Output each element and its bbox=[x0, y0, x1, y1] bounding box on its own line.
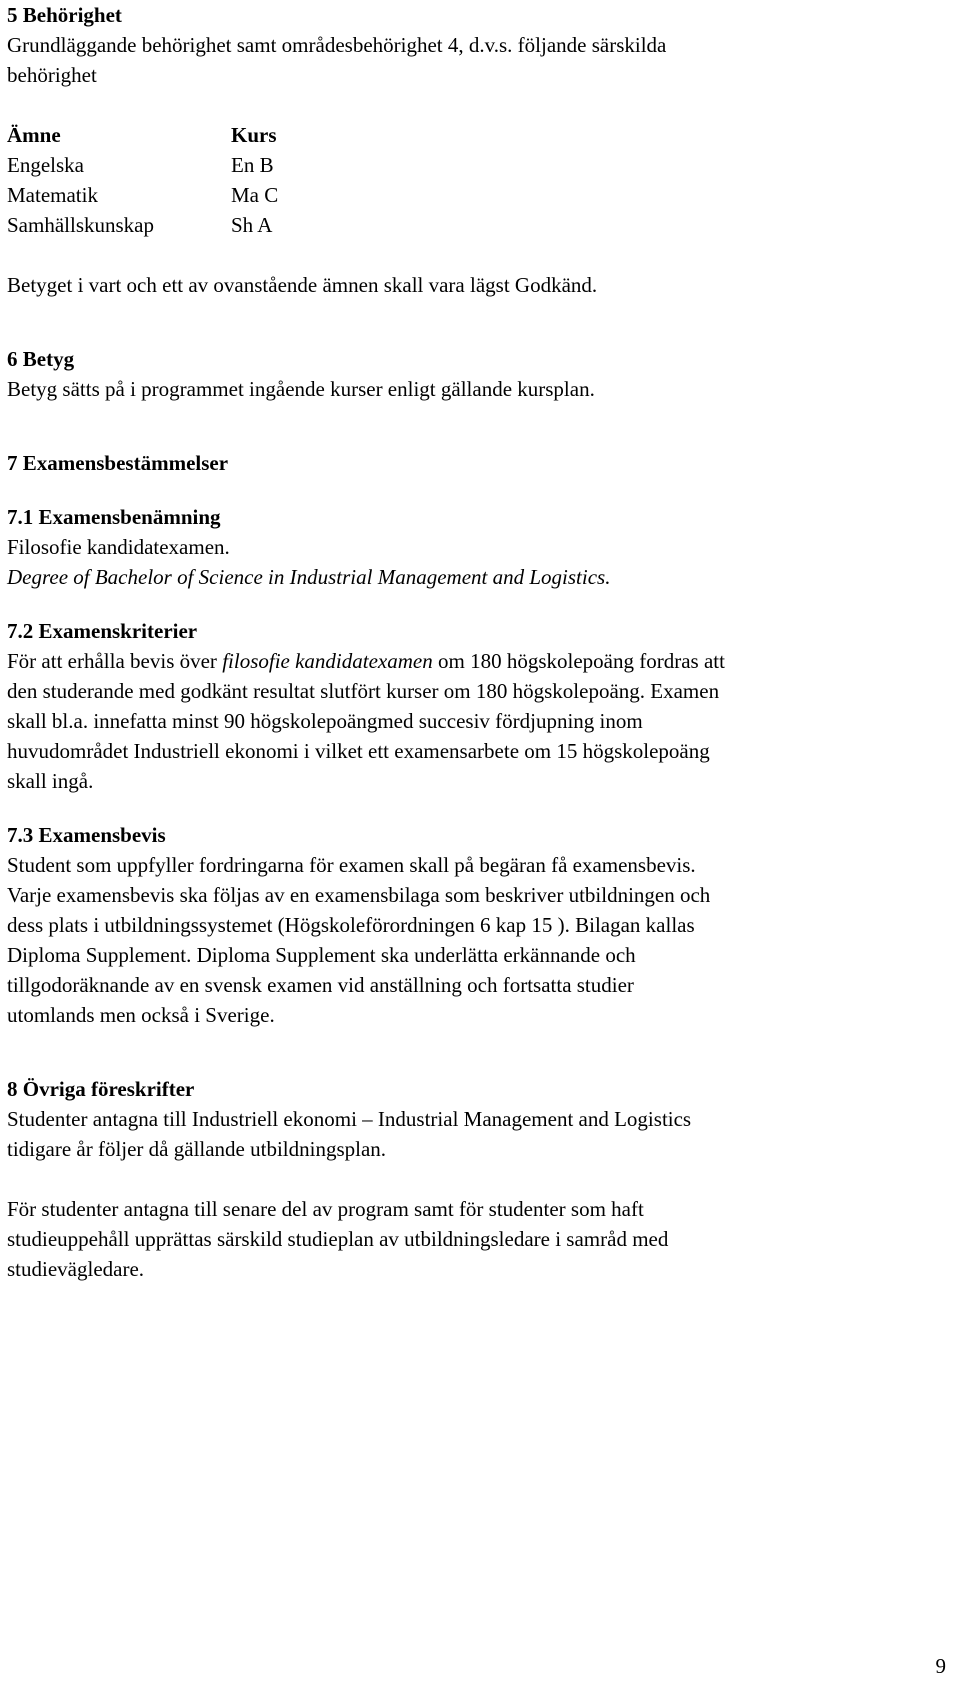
section-7-3-line-1: Student som uppfyller fordringarna för examen skall på begäran få examensbevis. bbox=[7, 853, 696, 877]
section-7-2-line-1 bbox=[7, 646, 947, 676]
subject-table bbox=[7, 120, 278, 240]
section-7-heading: 7 Examensbestämmelser bbox=[7, 451, 229, 475]
section-5-intro-line-1: Grundläggande behörighet samt områdesbehörighet 4, d.v.s. följande särskilda bbox=[7, 33, 667, 57]
table-cell-course: Sh A bbox=[231, 213, 273, 237]
section-7-3-line-5: tillgodoräknande av en svensk examen vid anställning och fortsatta studier bbox=[7, 973, 634, 997]
table-cell-subject: Samhällskunskap bbox=[7, 213, 154, 237]
section-7-3-line-2: Varje examensbevis ska följas av en examensbilaga som beskriver utbildningen och bbox=[7, 883, 711, 907]
table-cell-subject: Matematik bbox=[7, 183, 98, 207]
section-7-1-line-1: Filosofie kandidatexamen. bbox=[7, 535, 230, 559]
section-7-2-line-4: huvudområdet Industriell ekonomi i vilket ett examensarbete om 15 högskolepoäng bbox=[7, 739, 710, 763]
section-7-2-line-5: skall ingå. bbox=[7, 769, 94, 793]
table-header-row bbox=[7, 120, 278, 150]
section-7-2-heading: 7.2 Examenskriterier bbox=[7, 619, 198, 643]
section-7-3-line-6: utomlands men också i Sverige. bbox=[7, 1003, 275, 1027]
section-7-1-heading: 7.1 Examensbenämning bbox=[7, 505, 221, 529]
table-cell-course: Ma C bbox=[231, 183, 279, 207]
page-number: 9 bbox=[935, 1654, 946, 1678]
table-cell-course: En B bbox=[231, 153, 274, 177]
section-8-para-2-line-2: studieuppehåll upprättas särskild studieplan av utbildningsledare i samråd med bbox=[7, 1227, 669, 1251]
section-7-2-line-1-pre: För att erhålla bevis över bbox=[7, 649, 223, 673]
section-7-3-line-4: Diploma Supplement. Diploma Supplement ska underlätta erkännande och bbox=[7, 943, 636, 967]
document-page bbox=[7, 0, 947, 1284]
section-5-heading: 5 Behörighet bbox=[7, 3, 122, 27]
section-6-heading: 6 Betyg bbox=[7, 347, 75, 371]
section-7-3-line-3: dess plats i utbildningssystemet (Högskoleförordningen 6 kap 15 ). Bilagan kallas bbox=[7, 913, 695, 937]
table-row bbox=[7, 180, 278, 210]
section-7-1-line-2: Degree of Bachelor of Science in Industrial Management and Logistics. bbox=[7, 565, 611, 589]
section-8-para-2-line-3: studievägledare. bbox=[7, 1257, 145, 1281]
table-header-subject: Ämne bbox=[7, 123, 61, 147]
section-5-intro-line-2: behörighet bbox=[7, 63, 97, 87]
section-8-para-1-line-2: tidigare år följer då gällande utbildningsplan. bbox=[7, 1137, 387, 1161]
table-header-course: Kurs bbox=[231, 123, 277, 147]
section-7-2-line-2: den studerande med godkänt resultat slutfört kurser om 180 högskolepoäng. Examen bbox=[7, 679, 720, 703]
section-7-2-line-1-post: om 180 högskolepoäng fordras att bbox=[432, 649, 725, 673]
section-5-note: Betyget i vart och ett av ovanstående ämnen skall vara lägst Godkänd. bbox=[7, 273, 598, 297]
table-cell-subject: Engelska bbox=[7, 153, 84, 177]
section-6-text: Betyg sätts på i programmet ingående kurser enligt gällande kursplan. bbox=[7, 377, 595, 401]
section-8-para-2-line-1: För studenter antagna till senare del av program samt för studenter som haft bbox=[7, 1197, 644, 1221]
section-8-heading: 8 Övriga föreskrifter bbox=[7, 1077, 195, 1101]
table-row bbox=[7, 210, 278, 240]
section-7-2-line-3: skall bl.a. innefatta minst 90 högskolepoängmed succesiv fördjupning inom bbox=[7, 709, 643, 733]
section-7-3-heading: 7.3 Examensbevis bbox=[7, 823, 166, 847]
section-8-para-1-line-1: Studenter antagna till Industriell ekonomi – Industrial Management and Logistics bbox=[7, 1107, 692, 1131]
section-7-2-line-1-emphasis: filosofie kandidatexamen bbox=[222, 649, 433, 673]
table-row bbox=[7, 150, 278, 180]
